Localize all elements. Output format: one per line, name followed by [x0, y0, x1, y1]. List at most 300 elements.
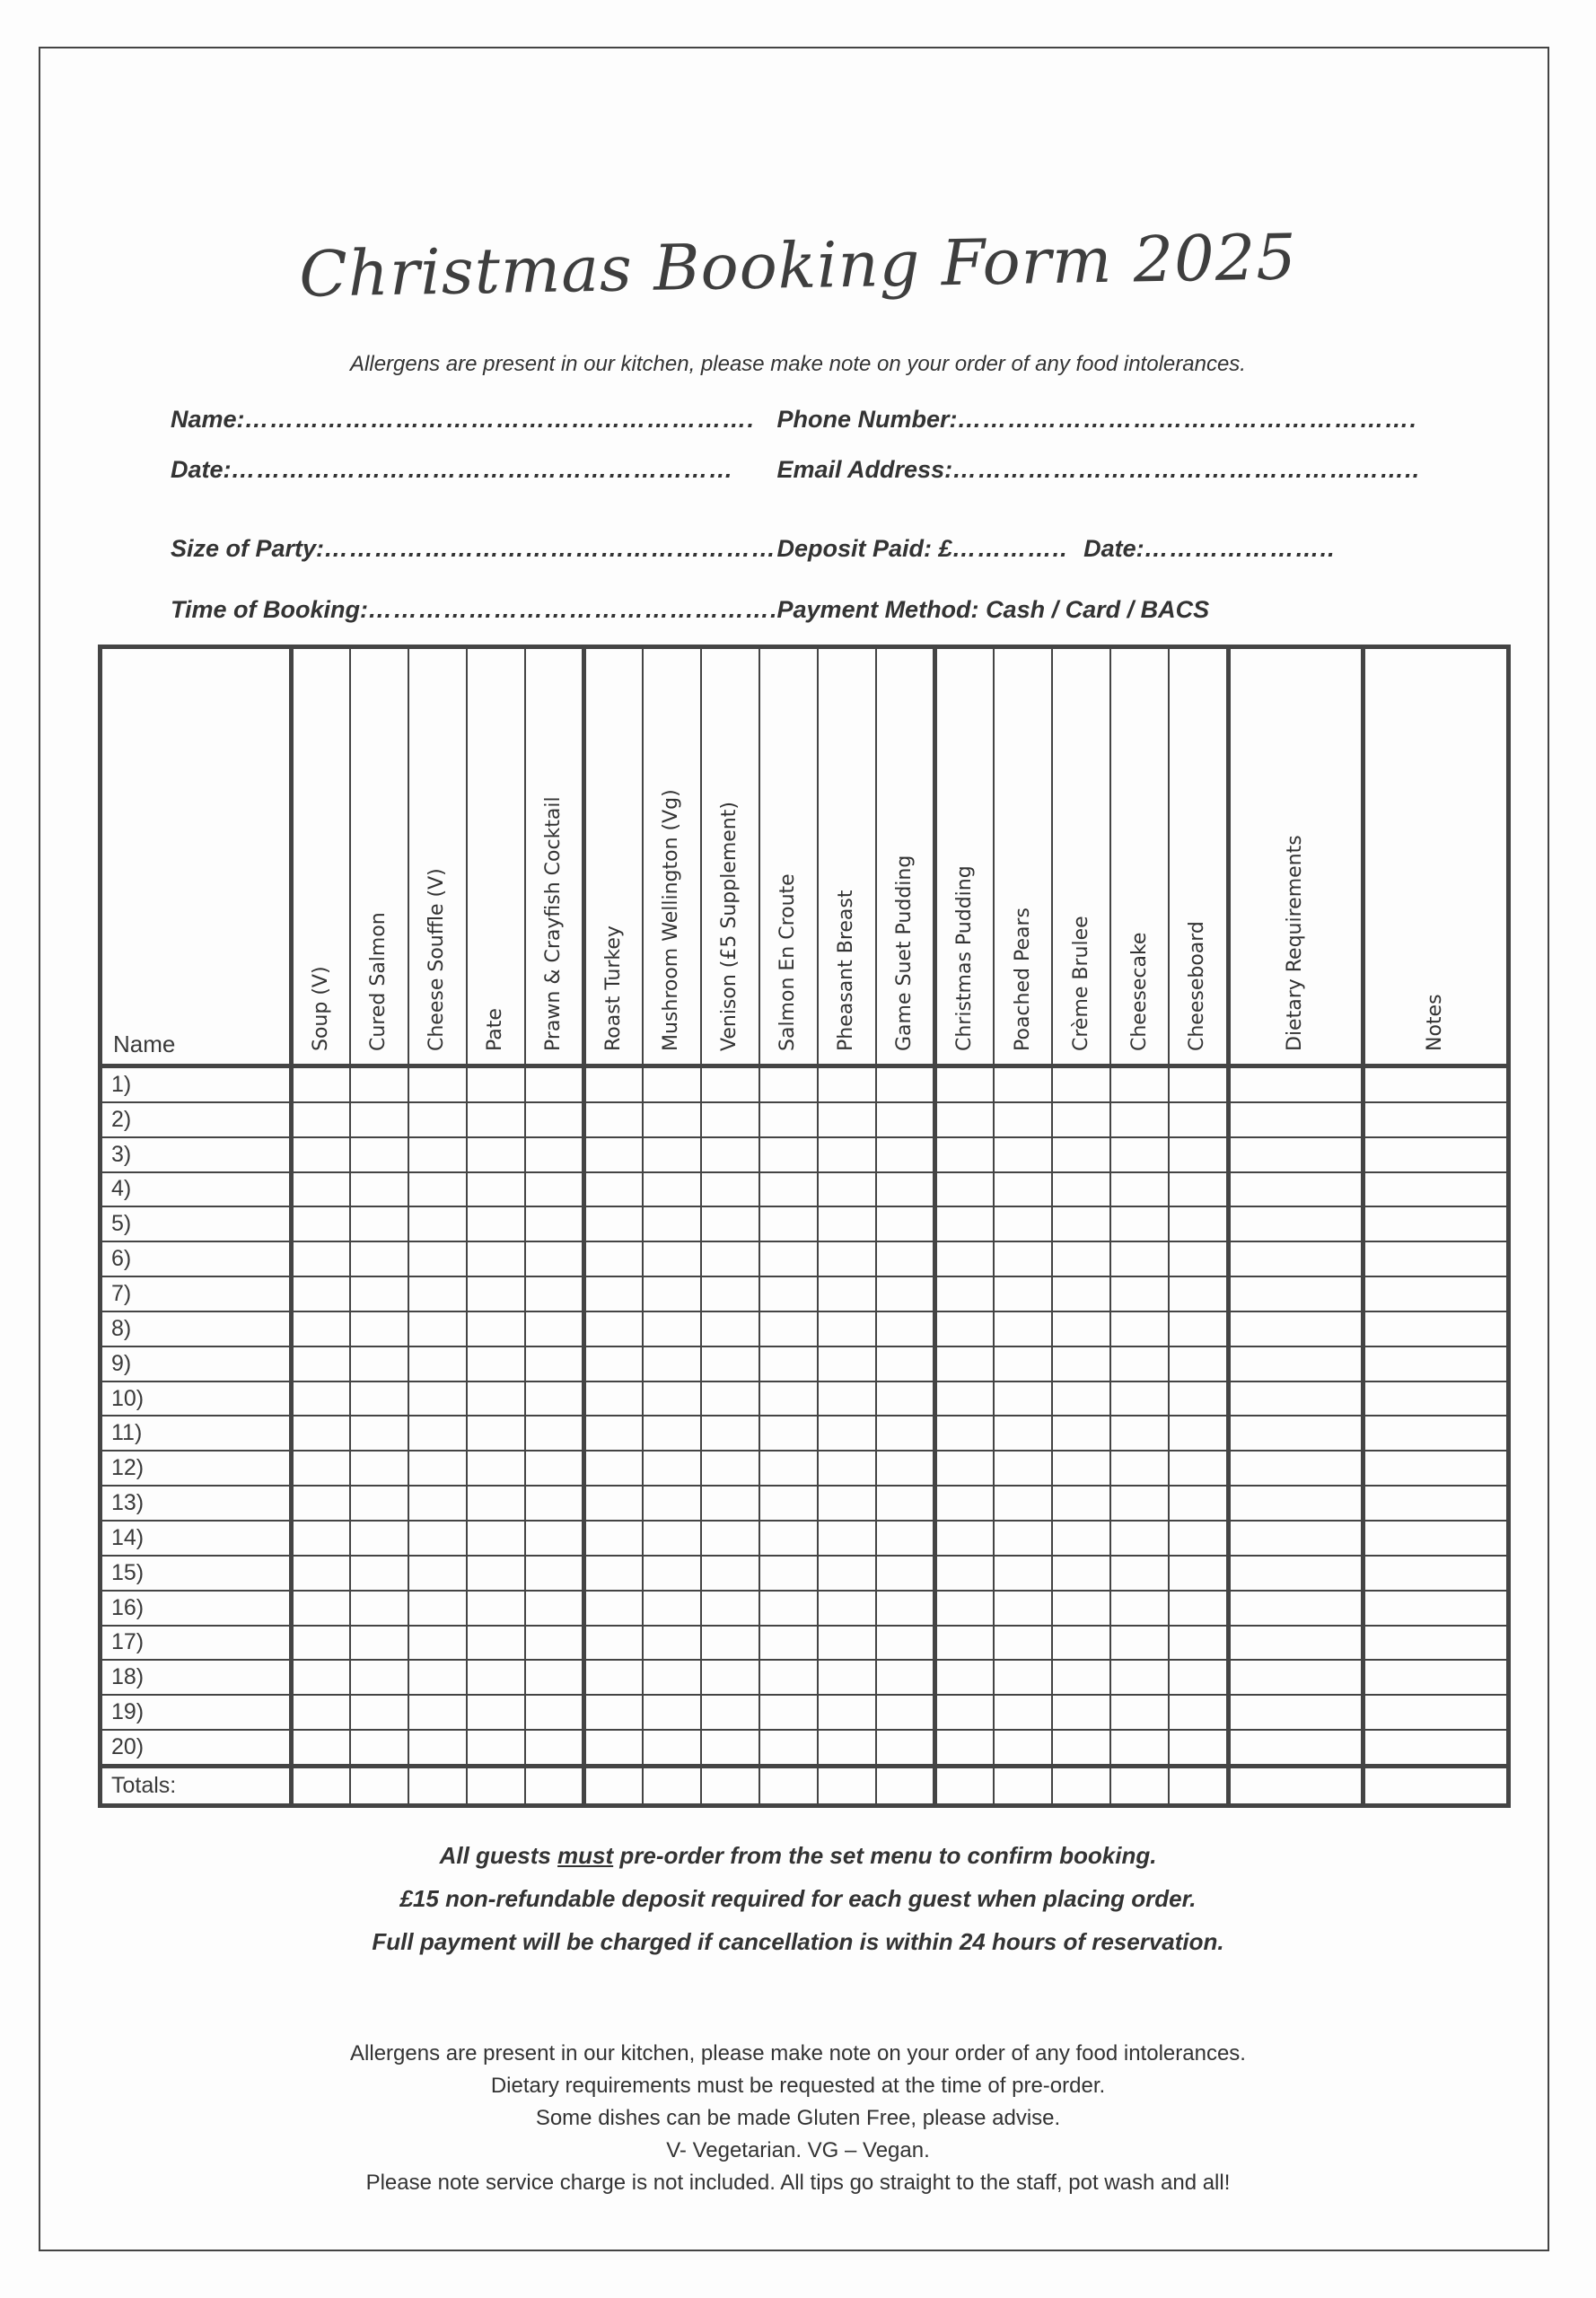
order-cell[interactable]: [759, 1451, 818, 1486]
order-cell[interactable]: [467, 1626, 525, 1661]
order-cell[interactable]: [876, 1206, 935, 1241]
order-cell[interactable]: [292, 1066, 350, 1102]
order-cell[interactable]: [1169, 1521, 1228, 1556]
order-cell[interactable]: [701, 1346, 759, 1381]
order-cell[interactable]: [1363, 1137, 1508, 1172]
order-cell[interactable]: [350, 1556, 408, 1591]
date-input-line[interactable]: ……………………………………………………: [231, 456, 734, 483]
order-cell[interactable]: [759, 1102, 818, 1137]
order-cell[interactable]: [467, 1206, 525, 1241]
order-cell[interactable]: [818, 1066, 876, 1102]
order-cell[interactable]: [292, 1381, 350, 1417]
order-cell[interactable]: [1363, 1276, 1508, 1311]
order-cell[interactable]: [935, 1695, 994, 1730]
order-cell[interactable]: [876, 1346, 935, 1381]
order-cell[interactable]: [467, 1276, 525, 1311]
order-cell[interactable]: [935, 1346, 994, 1381]
order-cell[interactable]: [584, 1381, 643, 1417]
order-cell[interactable]: [701, 1102, 759, 1137]
order-cell[interactable]: [643, 1451, 701, 1486]
order-cell[interactable]: [1052, 1172, 1110, 1207]
order-cell[interactable]: [292, 1626, 350, 1661]
order-cell[interactable]: [408, 1241, 467, 1276]
order-cell[interactable]: [759, 1556, 818, 1591]
order-cell[interactable]: [701, 1311, 759, 1346]
order-cell[interactable]: [1052, 1241, 1110, 1276]
order-cell[interactable]: [701, 1241, 759, 1276]
order-cell[interactable]: [701, 1276, 759, 1311]
order-cell[interactable]: [759, 1766, 818, 1805]
order-cell[interactable]: [525, 1276, 584, 1311]
order-cell[interactable]: [1052, 1766, 1110, 1805]
order-cell[interactable]: [525, 1241, 584, 1276]
order-cell[interactable]: [525, 1381, 584, 1417]
order-cell[interactable]: [584, 1102, 643, 1137]
order-cell[interactable]: [759, 1486, 818, 1521]
order-cell[interactable]: [759, 1416, 818, 1451]
order-cell[interactable]: [1110, 1311, 1169, 1346]
order-cell[interactable]: [876, 1451, 935, 1486]
order-cell[interactable]: [1052, 1451, 1110, 1486]
order-cell[interactable]: [350, 1766, 408, 1805]
order-cell[interactable]: [1169, 1556, 1228, 1591]
order-cell[interactable]: [350, 1172, 408, 1207]
order-cell[interactable]: [467, 1416, 525, 1451]
order-cell[interactable]: [408, 1730, 467, 1766]
order-cell[interactable]: [292, 1521, 350, 1556]
order-cell[interactable]: [876, 1172, 935, 1207]
order-cell[interactable]: [350, 1591, 408, 1626]
order-cell[interactable]: [935, 1066, 994, 1102]
order-cell[interactable]: [994, 1276, 1052, 1311]
order-cell[interactable]: [408, 1451, 467, 1486]
order-cell[interactable]: [876, 1695, 935, 1730]
order-cell[interactable]: [1363, 1451, 1508, 1486]
order-cell[interactable]: [1052, 1276, 1110, 1311]
order-cell[interactable]: [643, 1486, 701, 1521]
order-cell[interactable]: [818, 1626, 876, 1661]
order-cell[interactable]: [876, 1241, 935, 1276]
order-cell[interactable]: [1228, 1311, 1363, 1346]
order-cell[interactable]: [408, 1276, 467, 1311]
order-cell[interactable]: [408, 1556, 467, 1591]
order-cell[interactable]: [643, 1276, 701, 1311]
order-cell[interactable]: [467, 1346, 525, 1381]
order-cell[interactable]: [584, 1276, 643, 1311]
order-cell[interactable]: [408, 1660, 467, 1695]
payment-option-card[interactable]: Card: [1065, 596, 1121, 623]
order-cell[interactable]: [643, 1137, 701, 1172]
order-cell[interactable]: [467, 1172, 525, 1207]
deposit-date-input-line[interactable]: …………………..: [1144, 535, 1336, 562]
order-cell[interactable]: [1363, 1346, 1508, 1381]
order-cell[interactable]: [525, 1416, 584, 1451]
order-cell[interactable]: [350, 1626, 408, 1661]
order-cell[interactable]: [408, 1381, 467, 1417]
order-cell[interactable]: [643, 1206, 701, 1241]
order-cell[interactable]: [1228, 1416, 1363, 1451]
order-cell[interactable]: [759, 1730, 818, 1766]
order-cell[interactable]: [1363, 1766, 1508, 1805]
order-cell[interactable]: [876, 1311, 935, 1346]
order-cell[interactable]: [643, 1311, 701, 1346]
order-cell[interactable]: [1169, 1206, 1228, 1241]
order-cell[interactable]: [467, 1311, 525, 1346]
order-cell[interactable]: [1169, 1066, 1228, 1102]
order-cell[interactable]: [994, 1626, 1052, 1661]
order-cell[interactable]: [1110, 1172, 1169, 1207]
order-cell[interactable]: [1169, 1416, 1228, 1451]
order-cell[interactable]: [584, 1766, 643, 1805]
order-cell[interactable]: [584, 1451, 643, 1486]
order-cell[interactable]: [1169, 1695, 1228, 1730]
order-cell[interactable]: [1363, 1241, 1508, 1276]
order-cell[interactable]: [1363, 1660, 1508, 1695]
order-cell[interactable]: [1052, 1695, 1110, 1730]
order-cell[interactable]: [408, 1766, 467, 1805]
order-cell[interactable]: [818, 1102, 876, 1137]
order-cell[interactable]: [759, 1521, 818, 1556]
order-cell[interactable]: [292, 1695, 350, 1730]
order-cell[interactable]: [818, 1346, 876, 1381]
order-cell[interactable]: [584, 1695, 643, 1730]
order-cell[interactable]: [1363, 1172, 1508, 1207]
order-cell[interactable]: [701, 1451, 759, 1486]
order-cell[interactable]: [292, 1556, 350, 1591]
order-cell[interactable]: [1228, 1241, 1363, 1276]
order-cell[interactable]: [1228, 1660, 1363, 1695]
order-cell[interactable]: [643, 1626, 701, 1661]
order-cell[interactable]: [1228, 1172, 1363, 1207]
order-cell[interactable]: [1110, 1381, 1169, 1417]
order-cell[interactable]: [292, 1102, 350, 1137]
order-cell[interactable]: [818, 1556, 876, 1591]
order-cell[interactable]: [350, 1521, 408, 1556]
order-cell[interactable]: [701, 1066, 759, 1102]
order-cell[interactable]: [818, 1695, 876, 1730]
order-cell[interactable]: [1110, 1730, 1169, 1766]
order-cell[interactable]: [994, 1556, 1052, 1591]
order-cell[interactable]: [701, 1486, 759, 1521]
order-cell[interactable]: [1052, 1206, 1110, 1241]
order-cell[interactable]: [935, 1730, 994, 1766]
order-cell[interactable]: [408, 1486, 467, 1521]
order-cell[interactable]: [525, 1346, 584, 1381]
order-cell[interactable]: [701, 1416, 759, 1451]
order-cell[interactable]: [292, 1730, 350, 1766]
order-cell[interactable]: [292, 1172, 350, 1207]
order-cell[interactable]: [818, 1660, 876, 1695]
order-cell[interactable]: [1363, 1066, 1508, 1102]
name-input-line[interactable]: …………………………………………………….: [244, 406, 756, 433]
order-cell[interactable]: [525, 1660, 584, 1695]
order-cell[interactable]: [1228, 1486, 1363, 1521]
order-cell[interactable]: [467, 1695, 525, 1730]
order-cell[interactable]: [467, 1730, 525, 1766]
order-cell[interactable]: [935, 1276, 994, 1311]
order-cell[interactable]: [584, 1591, 643, 1626]
order-cell[interactable]: [1363, 1521, 1508, 1556]
order-cell[interactable]: [292, 1486, 350, 1521]
order-cell[interactable]: [1228, 1695, 1363, 1730]
order-cell[interactable]: [643, 1521, 701, 1556]
order-cell[interactable]: [1052, 1521, 1110, 1556]
order-cell[interactable]: [1110, 1486, 1169, 1521]
order-cell[interactable]: [1363, 1416, 1508, 1451]
order-cell[interactable]: [701, 1172, 759, 1207]
order-cell[interactable]: [1169, 1766, 1228, 1805]
order-cell[interactable]: [759, 1591, 818, 1626]
order-cell[interactable]: [1169, 1241, 1228, 1276]
order-cell[interactable]: [1169, 1730, 1228, 1766]
order-cell[interactable]: [1110, 1591, 1169, 1626]
order-cell[interactable]: [994, 1730, 1052, 1766]
order-cell[interactable]: [350, 1066, 408, 1102]
order-cell[interactable]: [467, 1486, 525, 1521]
order-cell[interactable]: [1052, 1486, 1110, 1521]
order-cell[interactable]: [818, 1486, 876, 1521]
order-cell[interactable]: [643, 1556, 701, 1591]
order-cell[interactable]: [584, 1346, 643, 1381]
order-cell[interactable]: [1363, 1381, 1508, 1417]
order-cell[interactable]: [935, 1206, 994, 1241]
order-cell[interactable]: [408, 1416, 467, 1451]
order-cell[interactable]: [935, 1241, 994, 1276]
order-cell[interactable]: [1169, 1172, 1228, 1207]
order-cell[interactable]: [1110, 1766, 1169, 1805]
order-cell[interactable]: [994, 1102, 1052, 1137]
order-cell[interactable]: [935, 1556, 994, 1591]
order-cell[interactable]: [525, 1730, 584, 1766]
order-cell[interactable]: [350, 1276, 408, 1311]
order-cell[interactable]: [292, 1206, 350, 1241]
order-cell[interactable]: [994, 1660, 1052, 1695]
order-cell[interactable]: [876, 1556, 935, 1591]
order-cell[interactable]: [584, 1626, 643, 1661]
party-size-field[interactable]: [171, 535, 777, 563]
order-cell[interactable]: [350, 1660, 408, 1695]
order-cell[interactable]: [1363, 1591, 1508, 1626]
order-cell[interactable]: [1052, 1311, 1110, 1346]
order-cell[interactable]: [876, 1416, 935, 1451]
order-cell[interactable]: [643, 1416, 701, 1451]
order-cell[interactable]: [643, 1346, 701, 1381]
order-cell[interactable]: [467, 1591, 525, 1626]
order-cell[interactable]: [525, 1206, 584, 1241]
email-field[interactable]: [777, 456, 1421, 484]
order-cell[interactable]: [994, 1381, 1052, 1417]
order-cell[interactable]: [701, 1591, 759, 1626]
order-cell[interactable]: [525, 1486, 584, 1521]
order-cell[interactable]: [292, 1660, 350, 1695]
order-cell[interactable]: [525, 1311, 584, 1346]
order-cell[interactable]: [1228, 1066, 1363, 1102]
order-cell[interactable]: [935, 1172, 994, 1207]
order-cell[interactable]: [1228, 1206, 1363, 1241]
order-cell[interactable]: [818, 1206, 876, 1241]
order-cell[interactable]: [350, 1241, 408, 1276]
phone-field[interactable]: [777, 406, 1418, 434]
order-cell[interactable]: [1110, 1416, 1169, 1451]
order-cell[interactable]: [1110, 1346, 1169, 1381]
order-cell[interactable]: [1169, 1346, 1228, 1381]
order-cell[interactable]: [1228, 1102, 1363, 1137]
order-cell[interactable]: [994, 1521, 1052, 1556]
order-cell[interactable]: [1110, 1137, 1169, 1172]
order-cell[interactable]: [584, 1416, 643, 1451]
order-cell[interactable]: [1052, 1381, 1110, 1417]
order-cell[interactable]: [935, 1591, 994, 1626]
order-cell[interactable]: [759, 1381, 818, 1417]
order-cell[interactable]: [350, 1206, 408, 1241]
phone-input-line[interactable]: ……………………………………………….: [957, 406, 1418, 433]
order-cell[interactable]: [994, 1591, 1052, 1626]
order-cell[interactable]: [643, 1766, 701, 1805]
order-cell[interactable]: [408, 1695, 467, 1730]
order-cell[interactable]: [1169, 1660, 1228, 1695]
order-cell[interactable]: [467, 1241, 525, 1276]
order-cell[interactable]: [350, 1730, 408, 1766]
order-cell[interactable]: [1228, 1626, 1363, 1661]
order-cell[interactable]: [525, 1137, 584, 1172]
order-cell[interactable]: [1169, 1591, 1228, 1626]
order-cell[interactable]: [818, 1241, 876, 1276]
order-cell[interactable]: [1110, 1451, 1169, 1486]
order-cell[interactable]: [701, 1556, 759, 1591]
order-cell[interactable]: [1110, 1066, 1169, 1102]
order-cell[interactable]: [759, 1276, 818, 1311]
order-cell[interactable]: [935, 1381, 994, 1417]
order-cell[interactable]: [525, 1695, 584, 1730]
order-cell[interactable]: [292, 1416, 350, 1451]
order-cell[interactable]: [643, 1102, 701, 1137]
order-cell[interactable]: [408, 1206, 467, 1241]
order-cell[interactable]: [994, 1486, 1052, 1521]
order-cell[interactable]: [1052, 1556, 1110, 1591]
order-cell[interactable]: [935, 1102, 994, 1137]
order-cell[interactable]: [701, 1137, 759, 1172]
order-cell[interactable]: [408, 1172, 467, 1207]
order-cell[interactable]: [467, 1766, 525, 1805]
order-cell[interactable]: [408, 1066, 467, 1102]
order-cell[interactable]: [584, 1486, 643, 1521]
order-cell[interactable]: [1169, 1451, 1228, 1486]
order-cell[interactable]: [292, 1591, 350, 1626]
order-cell[interactable]: [818, 1766, 876, 1805]
order-cell[interactable]: [525, 1521, 584, 1556]
order-cell[interactable]: [584, 1172, 643, 1207]
order-cell[interactable]: [292, 1241, 350, 1276]
order-cell[interactable]: [292, 1766, 350, 1805]
order-cell[interactable]: [935, 1766, 994, 1805]
order-cell[interactable]: [350, 1451, 408, 1486]
order-cell[interactable]: [584, 1660, 643, 1695]
order-cell[interactable]: [1363, 1206, 1508, 1241]
order-cell[interactable]: [701, 1206, 759, 1241]
order-cell[interactable]: [643, 1241, 701, 1276]
order-cell[interactable]: [1110, 1556, 1169, 1591]
order-cell[interactable]: [876, 1660, 935, 1695]
order-cell[interactable]: [759, 1346, 818, 1381]
order-cell[interactable]: [935, 1626, 994, 1661]
order-cell[interactable]: [1110, 1276, 1169, 1311]
order-cell[interactable]: [1169, 1626, 1228, 1661]
order-cell[interactable]: [1052, 1730, 1110, 1766]
order-cell[interactable]: [1110, 1241, 1169, 1276]
order-cell[interactable]: [584, 1311, 643, 1346]
order-cell[interactable]: [643, 1660, 701, 1695]
order-cell[interactable]: [994, 1066, 1052, 1102]
order-cell[interactable]: [818, 1311, 876, 1346]
order-cell[interactable]: [994, 1416, 1052, 1451]
time-input-line[interactable]: ………………………………………….: [368, 596, 778, 623]
order-cell[interactable]: [350, 1416, 408, 1451]
order-cell[interactable]: [350, 1137, 408, 1172]
order-cell[interactable]: [1052, 1137, 1110, 1172]
order-cell[interactable]: [1363, 1695, 1508, 1730]
order-cell[interactable]: [1052, 1102, 1110, 1137]
order-cell[interactable]: [643, 1591, 701, 1626]
order-cell[interactable]: [467, 1102, 525, 1137]
order-cell[interactable]: [408, 1137, 467, 1172]
deposit-input-line[interactable]: …………..: [951, 535, 1068, 562]
order-cell[interactable]: [292, 1276, 350, 1311]
order-cell[interactable]: [994, 1451, 1052, 1486]
order-cell[interactable]: [994, 1695, 1052, 1730]
order-cell[interactable]: [643, 1066, 701, 1102]
order-cell[interactable]: [876, 1137, 935, 1172]
order-cell[interactable]: [1228, 1451, 1363, 1486]
order-cell[interactable]: [350, 1102, 408, 1137]
order-cell[interactable]: [818, 1172, 876, 1207]
order-cell[interactable]: [1363, 1556, 1508, 1591]
order-cell[interactable]: [759, 1626, 818, 1661]
order-cell[interactable]: [1228, 1730, 1363, 1766]
order-cell[interactable]: [292, 1451, 350, 1486]
order-cell[interactable]: [876, 1730, 935, 1766]
order-cell[interactable]: [525, 1766, 584, 1805]
order-cell[interactable]: [408, 1102, 467, 1137]
order-cell[interactable]: [818, 1730, 876, 1766]
order-cell[interactable]: [643, 1730, 701, 1766]
order-cell[interactable]: [467, 1521, 525, 1556]
order-cell[interactable]: [1363, 1730, 1508, 1766]
order-cell[interactable]: [701, 1626, 759, 1661]
order-cell[interactable]: [935, 1451, 994, 1486]
order-cell[interactable]: [1228, 1276, 1363, 1311]
order-cell[interactable]: [584, 1066, 643, 1102]
order-cell[interactable]: [818, 1381, 876, 1417]
order-cell[interactable]: [408, 1626, 467, 1661]
order-cell[interactable]: [350, 1695, 408, 1730]
order-cell[interactable]: [584, 1521, 643, 1556]
order-cell[interactable]: [1110, 1660, 1169, 1695]
order-cell[interactable]: [1228, 1521, 1363, 1556]
order-cell[interactable]: [525, 1451, 584, 1486]
order-cell[interactable]: [935, 1311, 994, 1346]
order-cell[interactable]: [818, 1451, 876, 1486]
order-cell[interactable]: [525, 1591, 584, 1626]
order-cell[interactable]: [1228, 1766, 1363, 1805]
name-field[interactable]: [171, 406, 770, 434]
order-cell[interactable]: [876, 1521, 935, 1556]
order-cell[interactable]: [759, 1695, 818, 1730]
order-cell[interactable]: [350, 1346, 408, 1381]
order-cell[interactable]: [1052, 1416, 1110, 1451]
order-cell[interactable]: [759, 1206, 818, 1241]
order-cell[interactable]: [935, 1416, 994, 1451]
order-cell[interactable]: [408, 1521, 467, 1556]
